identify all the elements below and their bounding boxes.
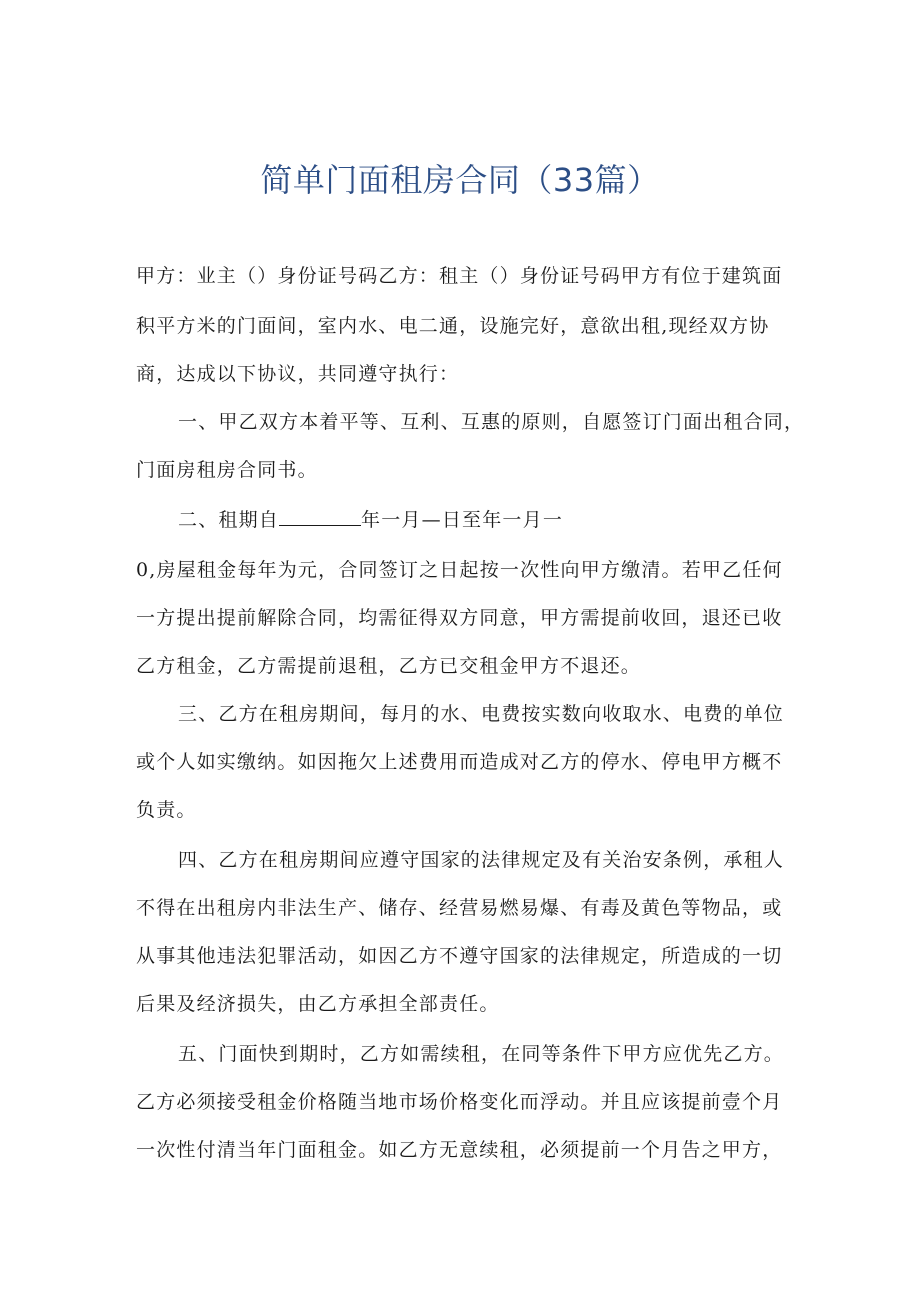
clause-2-suffix: 年一月—日至年一月一 [361,509,564,531]
paragraph-line: 一方提出提前解除合同，均需征得双方同意，甲方需提前收回，退还已收 [136,607,783,629]
blank-underline [279,507,361,526]
clause-2-line [178,506,563,534]
paragraph-line: 一次性付清当年门面租金。如乙方无意续租，必须提前一个月告之甲方， [136,1139,783,1161]
paragraph-line: 商，达成以下协议，共同遵守执行： [136,363,460,385]
paragraph-line: 门面房租房合同书。 [136,459,318,481]
paragraph-line: 不得在出租房内非法生产、储存、经营易燃易爆、有毒及黄色等物品，或 [136,897,783,919]
paragraph-line: 或个人如实缴纳。如因拖欠上述费用而造成对乙方的停水、停电甲方概不 [136,751,783,773]
paragraph-line: 后果及经济损失，由乙方承担全部责任。 [136,993,500,1015]
page-title: 简单门面租房合同（33篇） [260,161,660,199]
paragraph-line: 乙方租金，乙方需提前退租，乙方已交租金甲方不退还。 [136,655,642,677]
clause-4-line: 四、乙方在租房期间应遵守国家的法律规定及有关治安条例，承租人 [178,849,785,871]
paragraph-line: 甲方：业主（）身份证号码乙方：租主（）身份证号码甲方有位于建筑面 [136,265,783,287]
clause-2-prefix: 二、租期自 [178,509,280,531]
clause-1-line: 一、甲乙双方本着平等、互利、互惠的原则，自愿签订门面出租合同， [178,411,805,433]
clause-5-line: 五、门面快到期时，乙方如需续租，在同等条件下甲方应优先乙方。 [178,1043,785,1065]
paragraph-line: 积平方米的门面间，室内水、电二通，设施完好，意欲出租,现经双方协 [136,315,770,337]
clause-3-line: 三、乙方在租房期间，每月的水、电费按实数向收取水、电费的单位 [178,703,785,725]
paragraph-line: 0,房屋租金每年为元，合同签订之日起按一次性向甲方缴清。若甲乙任何 [136,559,783,581]
paragraph-line: 负责。 [136,799,197,821]
paragraph-line: 乙方必须接受租金价格随当地市场价格变化而浮动。并且应该提前壹个月 [136,1091,783,1113]
paragraph-line: 从事其他违法犯罪活动，如因乙方不遵守国家的法律规定，所造成的一切 [136,945,783,967]
